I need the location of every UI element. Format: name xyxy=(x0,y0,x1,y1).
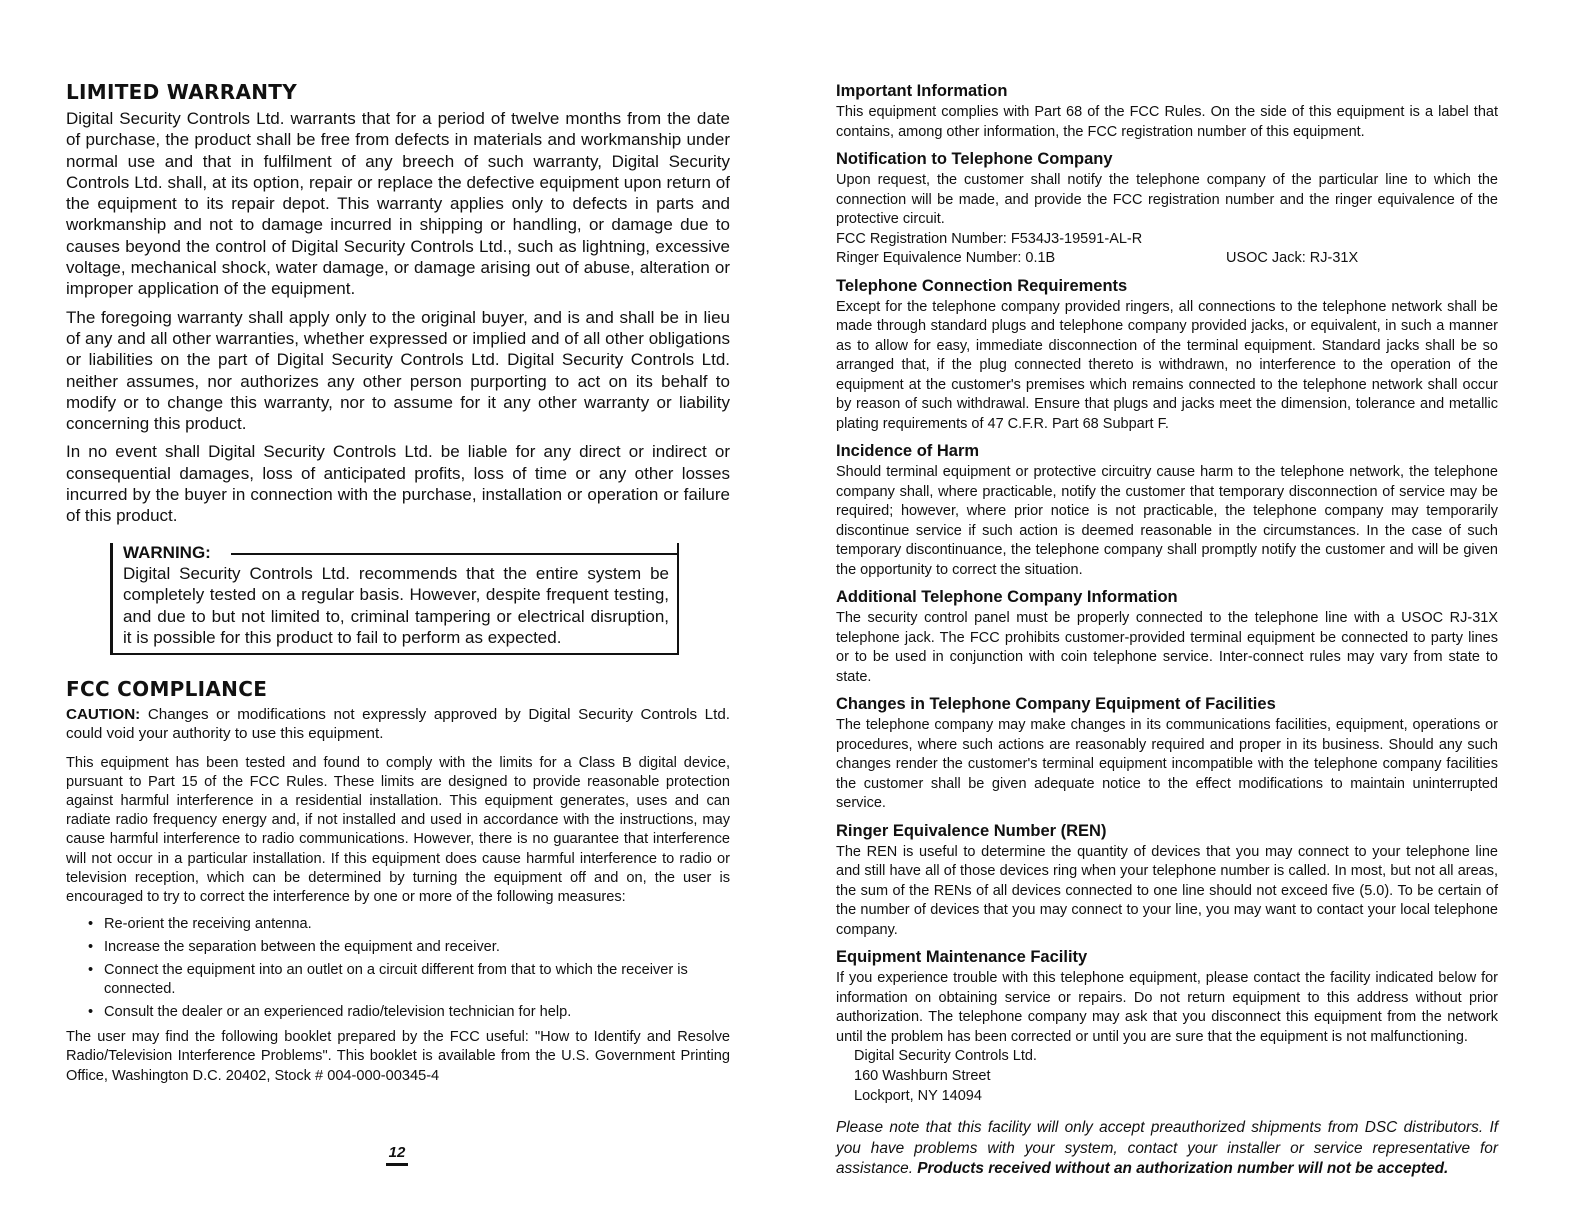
ren-text: The REN is useful to determine the quantity of devices that you may connect to your telephone line and still have all of those devices ring when your telephone number is called. In most, but not all areas, the sum of the RENs of all devices connected to one line should not exceed five (5.0). To be certain of the number of devices that you may connect to your line, you may want to contact your local telephone company. xyxy=(836,843,1498,938)
list-item: • Increase the separation between the equipment and receiver. xyxy=(88,938,730,957)
page-number: 12 xyxy=(386,1144,408,1166)
warranty-paragraph: Digital Security Controls Ltd. warrants that for a period of twelve months from the date of purchase, the product shall be free from defects in materials and workmanship under normal use and that in fulfilment of any breech of such warranty, Digital Security Controls Ltd. shall, at its option, repair or replace the defective equipment upon return of the equipment to its repair depot. This warranty applies only to defects in parts and workmanship and not to damage incurred in shipping or handling, or damage due to causes beyond the control of Digital Security Controls Ltd., such as lightning, excessive voltage, mechanical shock, water damage, or damage arising out of abuse, alteration or improper application of the equipment. xyxy=(66,109,730,299)
connection-heading: Telephone Connection Requirements xyxy=(836,276,1128,295)
warning-text: Digital Security Controls Ltd. recommends that the entire system be completely tested on a regular basis. However, despite frequent testing, and due to but not limited to, criminal tampering or electrical disruption, it is possible for this product to fail to perform as expected. xyxy=(123,563,669,648)
notification-heading: Notification to Telephone Company xyxy=(836,150,1113,168)
fcc-heading: FCC COMPLIANCE xyxy=(66,676,268,701)
important-text: This equipment complies with Part 68 of the FCC Rules. On the side of this equipment is a label that contains, among other information, the FCC registration number of this equipment. xyxy=(836,104,1498,140)
harm-heading: Incidence of Harm xyxy=(836,442,980,460)
facility-address xyxy=(854,1047,1498,1106)
right-page xyxy=(836,82,1498,1180)
additional-info-text: The security control panel must be properly connected to the telephone line with a USOC RJ-31X telephone jack. The FCC prohibits customer-provided terminal equipment be connected to party lines or to be used in conjunction with coin telephone service. Inter-connect rules may vary from state to state. xyxy=(836,610,1498,685)
list-item: • Consult the dealer or an experienced radio/television technician for help. xyxy=(88,1003,730,1022)
fcc-registration-number: FCC Registration Number: F534J3-19591-AL-R xyxy=(836,230,1143,247)
important-heading: Important Information xyxy=(836,82,1008,100)
shipment-note xyxy=(836,1118,1498,1180)
shipment-note-bold: Products received without an authorization number will not be accepted. xyxy=(917,1160,1449,1178)
connection-text: Except for the telephone company provided ringers, all connections to the telephone network shall be made through standard plugs and telephone company provided jacks, or equivalent, in such a manner as to allow for easy, immediate disconnection of the terminal equipment. Standard jacks shall be so arranged that, if the plug connected thereto is withdrawn, no interference to the operation of the equipment at the customer's premises which remains connected to the telephone network shall occur by reason of such withdrawal. Ensure that plugs and jacks meet the dimension, tolerance and metallic plating requirements of 47 C.F.R. Part 68 Subpart F. xyxy=(836,298,1498,432)
warning-title: WARNING: xyxy=(123,543,217,562)
shipment-note-text: Please note that this facility will only accept preauthorized shipments from DSC distributors. If you have problems with your system, contact your installer or service representative for assistance. xyxy=(836,1119,1498,1178)
changes-heading: Changes in Telephone Company Equipment of Facilities xyxy=(836,695,1276,713)
harm-text: Should terminal equipment or protective circuitry cause harm to the telephone network, the telephone company shall, where practicable, notify the customer that temporary disconnection of service may be required; however, where prior notice is not practicable, the telephone company may temporarily discontinue service if such action is deemed reasonable in the circumstances. In the case of such temporary discontinuance, the telephone company shall promptly notify the customer and will be given the opportunity to correct the situation. xyxy=(836,464,1498,578)
list-item: • Re-orient the receiving antenna. xyxy=(88,915,730,934)
notification-text: Upon request, the customer shall notify the telephone company of the particular line to which the connection will be made, and provide the FCC registration number and the ringer equivalence of the protective circuit. xyxy=(836,172,1498,227)
fcc-paragraph: This equipment has been tested and found to comply with the limits for a Class B digital device, pursuant to Part 15 of the FCC Rules. These limits are designed to provide reasonable protection against harmful interference in a residential installation. This equipment generates, uses and can radiate radio frequency energy and, if not installed and used in accordance with the instructions, may cause harmful interference to radio communications. However, there is no guarantee that interference will not occur in a particular installation. If this equipment does cause harmful interference to radio or television reception, which can be determined by turning the equipment off and on, the user is encouraged to try to correct the interference by one or more of the following measures: xyxy=(66,754,730,906)
ringer-equivalence-number: Ringer Equivalence Number: 0.1B xyxy=(836,250,1056,266)
registration-info xyxy=(836,230,1498,269)
warranty-paragraph: The foregoing warranty shall apply only to the original buyer, and is and shall be in lieu of any and all other warranties, whether expressed or implied and of all other obligations or liabilities on the part of Digital Security Controls Ltd. Digital Security Controls Ltd. neither assumes, nor authorizes any other person purporting to act on its behalf to modify or to change this warranty, nor to assume for it any other warranty or liability concerning this product. xyxy=(66,307,730,434)
address-line: Digital Security Controls Ltd. xyxy=(854,1048,1037,1064)
ren-heading: Ringer Equivalence Number (REN) xyxy=(836,821,1107,840)
warranty-heading: LIMITED WARRANTY xyxy=(66,80,297,104)
maintenance-text: If you experience trouble with this telephone equipment, please contact the facility indicated below for information on obtaining service or repairs. Do not return equipment to this address without prior authorization. The telephone company may ask that you disconnect this equipment from the network until the problem has been corrected or until you are sure that the equipment is not malfunctioning. xyxy=(836,970,1498,1045)
warranty-paragraph: In no event shall Digital Security Controls Ltd. be liable for any direct or indirect or consequential damages, loss of anticipated profits, loss of time or any other losses incurred by the buyer in connection with the purchase, installation or operation or failure of this product. xyxy=(66,442,730,526)
list-item: • Connect the equipment into an outlet on a circuit different from that to which the receiver is connected. xyxy=(88,961,730,999)
maintenance-heading: Equipment Maintenance Facility xyxy=(836,948,1088,966)
booklet-paragraph: The user may find the following booklet prepared by the FCC useful: "How to Identify and Resolve Radio/Television Interference Problems". This booklet is available from the U.S. Government Printing Office, Washington D.C. 20402, Stock # 004-000-00345-4 xyxy=(66,1029,730,1084)
measures-list xyxy=(66,915,730,1022)
address-line: 160 Washburn Street xyxy=(854,1067,991,1084)
caution-label: CAUTION: xyxy=(66,705,141,723)
changes-text: The telephone company may make changes in its communications facilities, equipment, operations or procedures, where such actions are reasonably required and proper in its business. Should any such changes render the customer's terminal equipment incompatible with the telephone company facilities the customer shall be given adequate notice to the effect modifications to maintain uninterrupted service. xyxy=(836,717,1498,811)
address-line: Lockport, NY 14094 xyxy=(854,1087,982,1104)
caution-text: Changes or modifications not expressly approved by Digital Security Controls Ltd. could void your authority to use this equipment. xyxy=(66,705,730,743)
caution-paragraph xyxy=(66,705,730,744)
warning-box-top-rule xyxy=(231,553,677,555)
additional-info-heading: Additional Telephone Company Information xyxy=(836,588,1178,606)
usoc-jack: USOC Jack: RJ-31X xyxy=(1226,250,1359,266)
left-page xyxy=(66,80,730,1094)
warning-box xyxy=(110,543,679,655)
